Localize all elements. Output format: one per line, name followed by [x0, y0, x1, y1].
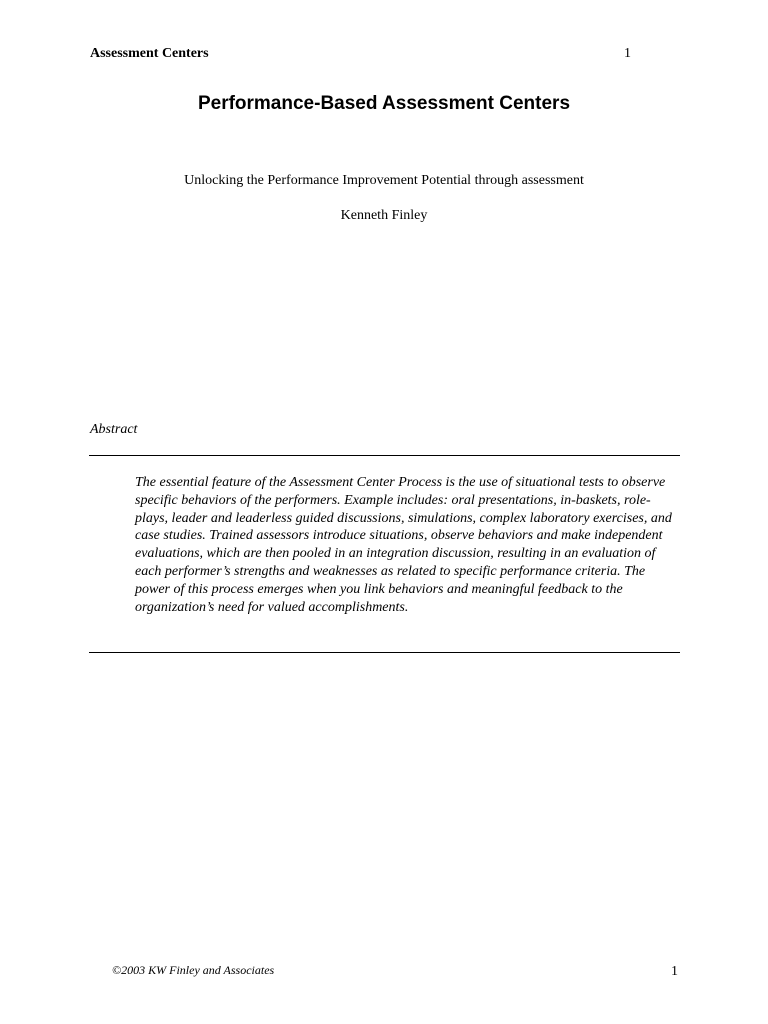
- footer-page-number: 1: [671, 964, 678, 979]
- author-name: Kenneth Finley: [340, 208, 428, 223]
- abstract-body: The essential feature of the Assessment Center Process is the use of situational tests to observe specific behaviors of the performers. Example includes: oral presentations, in-baskets, role-plays, leader and leaderless guided discussions, simulations, complex laboratory exercises, and case studies. Trained assessors introduce situations, observe behaviors and make independent evaluations, which are then pooled in an integration discussion, resulting in an evaluation of each performer’s strengths and weaknesses as related to specific performance criteria. The power of this process emerges when you link behaviors and meaningful feedback to the organization’s need for valued accomplishments.: [135, 475, 672, 615]
- abstract-top-divider: [89, 455, 680, 456]
- document-title: Performance-Based Assessment Centers: [197, 93, 571, 114]
- abstract-bottom-divider: [89, 652, 680, 653]
- abstract-heading: Abstract: [90, 422, 138, 437]
- header-page-number: 1: [624, 46, 631, 61]
- running-header-title: Assessment Centers: [90, 46, 209, 61]
- footer-copyright: ©2003 KW Finley and Associates: [112, 963, 275, 977]
- document-subtitle: Unlocking the Performance Improvement Potential through assessment: [184, 173, 584, 188]
